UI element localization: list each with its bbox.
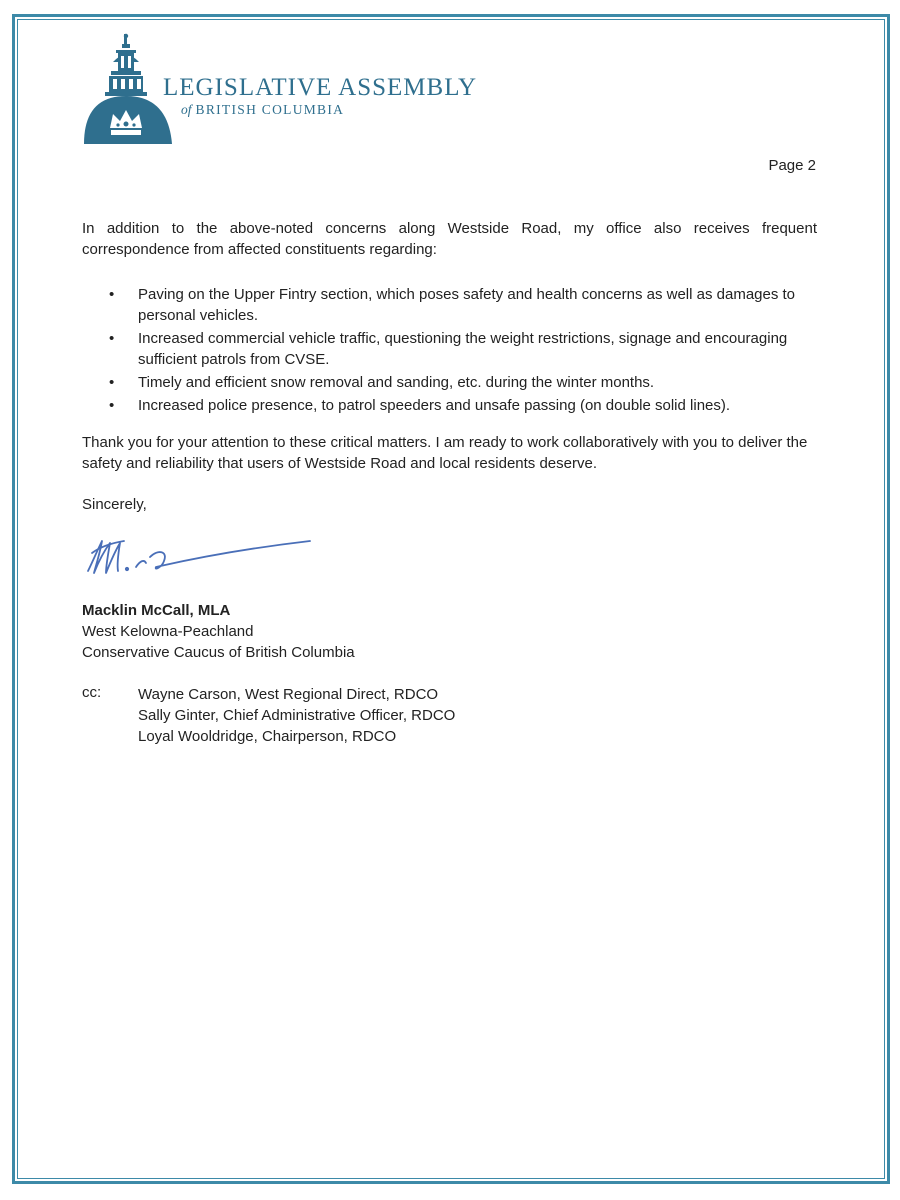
list-item-text: Increased commercial vehicle traffic, questioning the weight restrictions, signage and encouraging sufficient patrols from CVSE. bbox=[138, 330, 788, 368]
signer-riding: West Kelowna-Peachland bbox=[82, 623, 254, 640]
list-item bbox=[82, 395, 817, 416]
bullet-icon: • bbox=[109, 286, 115, 303]
signer-name: Macklin McCall, MLA bbox=[82, 602, 231, 619]
page-border-inner bbox=[17, 19, 885, 1179]
thanks-paragraph: Thank you for your attention to these critical matters. I am ready to work collaboratively with you to deliver the safety and reliability that users of Westside Road and local residents deserve. bbox=[82, 434, 808, 472]
signer-caucus: Conservative Caucus of British Columbia bbox=[82, 644, 355, 661]
cc-label: cc: bbox=[82, 684, 102, 701]
org-subtitle-text: BRITISH COLUMBIA bbox=[195, 102, 345, 117]
handwritten-signature bbox=[84, 533, 314, 579]
bullet-icon: • bbox=[109, 374, 115, 391]
signature-block bbox=[82, 600, 355, 663]
page-number: Page 2 bbox=[768, 157, 816, 174]
intro-paragraph: In addition to the above-noted concerns along Westside Road, my office also receives frequent correspondence from affected constituents regarding: bbox=[82, 220, 817, 258]
cc-list bbox=[138, 684, 455, 747]
bullet-icon: • bbox=[109, 330, 115, 347]
list-item-text: Increased police presence, to patrol speeders and unsafe passing (on double solid lines). bbox=[138, 397, 731, 414]
org-subtitle-prefix: of bbox=[181, 102, 192, 117]
cc-recipient: Loyal Wooldridge, Chairperson, RDCO bbox=[138, 728, 397, 745]
list-item bbox=[82, 328, 817, 370]
list-item bbox=[82, 284, 817, 326]
bullet-icon: • bbox=[109, 397, 115, 414]
cc-recipient: Wayne Carson, West Regional Direct, RDCO bbox=[138, 686, 439, 703]
list-item bbox=[82, 372, 817, 393]
list-item-text: Timely and efficient snow removal and sanding, etc. during the winter months. bbox=[138, 374, 655, 391]
cc-recipient: Sally Ginter, Chief Administrative Officer, RDCO bbox=[138, 707, 456, 724]
closing: Sincerely, bbox=[82, 496, 147, 513]
concerns-list bbox=[82, 284, 817, 418]
org-subtitle bbox=[181, 102, 344, 118]
org-name: LEGISLATIVE ASSEMBLY bbox=[163, 74, 478, 101]
list-item-text: Paving on the Upper Fintry section, which poses safety and health concerns as well as damages to personal vehicles. bbox=[138, 286, 796, 324]
